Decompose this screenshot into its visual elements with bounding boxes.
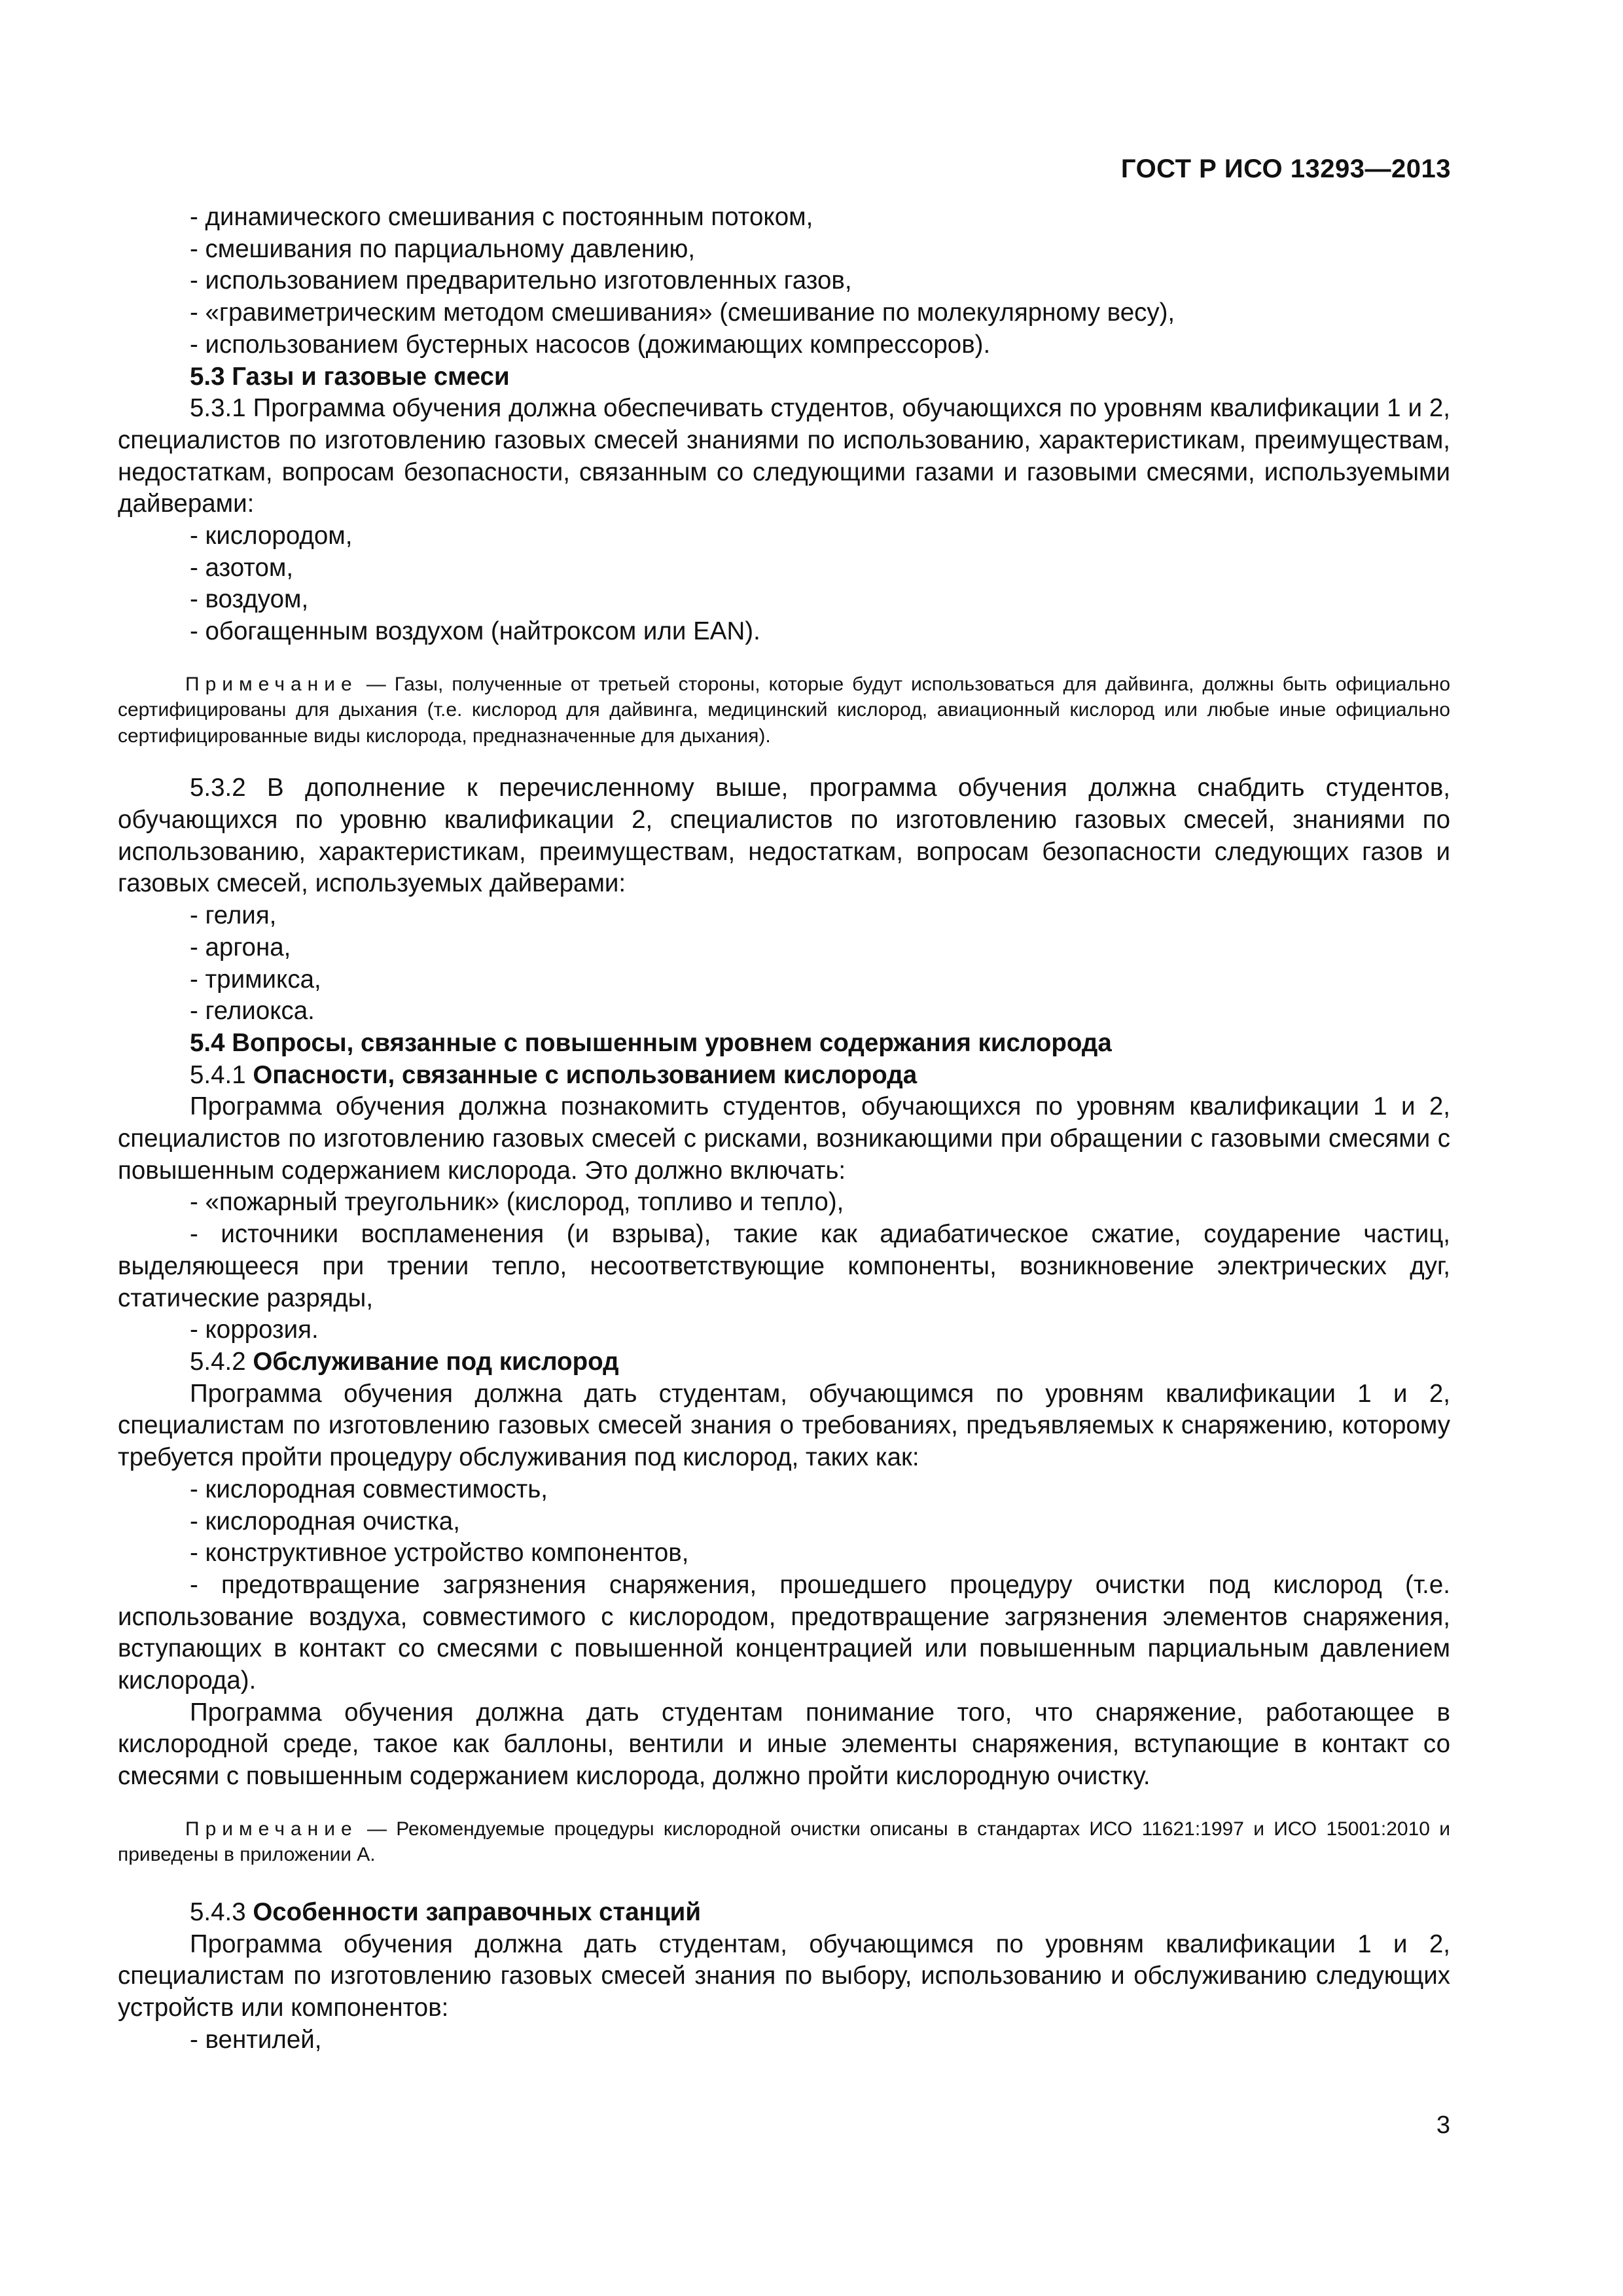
paragraph-5-4-1: Программа обучения должна познакомить студентов, обучающихся по уровням квалификации 1 и 2, специалистов по изготовлению газовых смесей с рисками, возникающими при обращении с газовыми смесями с повышенным содержанием кислорода. Это должно включать: — [118, 1092, 1450, 1185]
paragraph-5-3-2: 5.3.2 В дополнение к перечисленному выше, программа обучения должна снабдить студентов, обучающихся по уровню квалификации 2, специалистов по изготовлению газовых смесей, знаниями по использованию, характеристикам, преимуществам, недостаткам, вопросам безопасности следующих газов и газовых смесей, используемых дайверами: — [118, 774, 1450, 898]
paragraph-5-4-2-oxygen-cleaning: Программа обучения должна дать студентам понимание того, что снаряжение, работающее в кислородной среде, такое как баллоны, вентили и иные элементы снаряжения, вступающие в контакт со смесями с повышенным содержанием кислорода, должно пройти кислородную очистку. — [118, 1698, 1450, 1791]
note-text: — Рекомендуемые процедуры кислородной очистки описаны в стандартах ИСО 11621:1997 и ИСО 15001:2010 и приведены в приложении А. — [118, 1818, 1450, 1866]
subsection-number: 5.4.2 — [190, 1348, 253, 1376]
list-item: - гелия, — [190, 901, 277, 930]
paragraph-5-4-3: Программа обучения должна дать студентам, обучающимся по уровням квалификации 1 и 2, специалистам по изготовлению газовых смесей знания по выбору, использованию и обслуживанию следующих устройств или компонентов: — [118, 1929, 1450, 2022]
page-number: 3 — [1436, 2111, 1450, 2139]
paragraph-5-4-2: Программа обучения должна дать студентам, обучающимся по уровням квалификации 1 и 2, специалистам по изготовлению газовых смесей знания о требованиях, предъявляемых к снаряжению, которому требуется пройти процедуру обслуживания под кислород, таких как: — [118, 1379, 1450, 1472]
list-item: - тримикса, — [190, 965, 321, 994]
subsection-title: Опасности, связанные с использованием кислорода — [253, 1060, 918, 1089]
subsection-heading-5-4-1 — [118, 1060, 1450, 1092]
list-item: - «пожарный треугольник» (кислород, топливо и тепло), — [190, 1188, 844, 1217]
list-item: - вентилей, — [190, 2025, 322, 2054]
note-5-4 — [118, 1816, 1450, 1868]
list-item: - воздуом, — [190, 585, 309, 614]
note-text: — Газы, полученные от третьей стороны, которые будут использоваться для дайвинга, должны быть официально сертифицированы для дыхания (т.е. кислород для дайвинга, медицинский кислород, авиационный кислород или любые иные официально сертифицированные виды кислорода, предназначенные для дыхания). — [118, 673, 1450, 747]
section-heading-5-3: 5.3 Газы и газовые смеси — [190, 362, 510, 391]
list-item: - кислородом, — [190, 522, 353, 550]
list-item: - аргона, — [190, 933, 291, 961]
list-item: - предотвращение загрязнения снаряжения, прошедшего процедуру очистки под кислород (т.е. использование воздуха, совместимого с кислородом, предотвращение загрязнения элементов снаряжения, вступающих в контакт со смесями с повышенной концентрацией или повышенным парциальным давлением кислорода). — [118, 1570, 1450, 1695]
list-item: - гелиокса. — [190, 997, 315, 1026]
note-5-3 — [118, 672, 1450, 749]
document-code: ГОСТ Р ИСО 13293—2013 — [1120, 154, 1451, 183]
paragraph-5-3-1: 5.3.1 Программа обучения должна обеспечивать студентов, обучающихся по уровням квалификации 1 и 2, специалистов по изготовлению газовых смесей знаниями по использованию, характеристикам, преимуществам, недостаткам, вопросам безопасности, связанным со следующими газами и газовыми смесями, используемыми дайверами: — [118, 394, 1450, 518]
subsection-heading-5-4-3 — [118, 1897, 1450, 1929]
note-label: Примечание — [185, 1818, 358, 1840]
list-item: - источники воспламенения (и взрыва), такие как адиабатическое сжатие, соударение частиц, выделяющееся при трении тепло, несоответствующие компоненты, возникновение электрических дуг, статические разряды, — [118, 1220, 1450, 1312]
list-item: - использованием предварительно изготовленных газов, — [190, 266, 852, 295]
note-label: Примечание — [185, 673, 358, 695]
list-item: - коррозия. — [190, 1316, 319, 1344]
list-item: - обогащенным воздухом (найтроксом или EAN). — [190, 617, 760, 646]
list-item: - использованием бустерных насосов (дожимающих компрессоров). — [190, 330, 991, 359]
list-item: - кислородная совместимость, — [190, 1475, 548, 1503]
list-item: - конструктивное устройство компонентов, — [190, 1539, 689, 1568]
list-item: - кислородная очистка, — [190, 1507, 460, 1535]
section-heading-5-4: 5.4 Вопросы, связанные с повышенным уровнем содержания кислорода — [190, 1028, 1112, 1057]
list-item: - азотом, — [190, 553, 294, 582]
document-body — [118, 202, 1450, 2056]
list-item: - «гравиметрическим методом смешивания» (смешивание по молекулярному весу), — [190, 298, 1175, 327]
subsection-number: 5.4.3 — [190, 1897, 253, 1926]
subsection-heading-5-4-2 — [118, 1346, 1450, 1378]
subsection-title: Обслуживание под кислород — [253, 1348, 619, 1376]
subsection-title: Особенности заправочных станций — [253, 1897, 702, 1926]
list-item: - смешивания по парциальному давлению, — [190, 234, 696, 263]
subsection-number: 5.4.1 — [190, 1060, 253, 1089]
list-item: - динамического смешивания с постоянным потоком, — [190, 203, 813, 231]
